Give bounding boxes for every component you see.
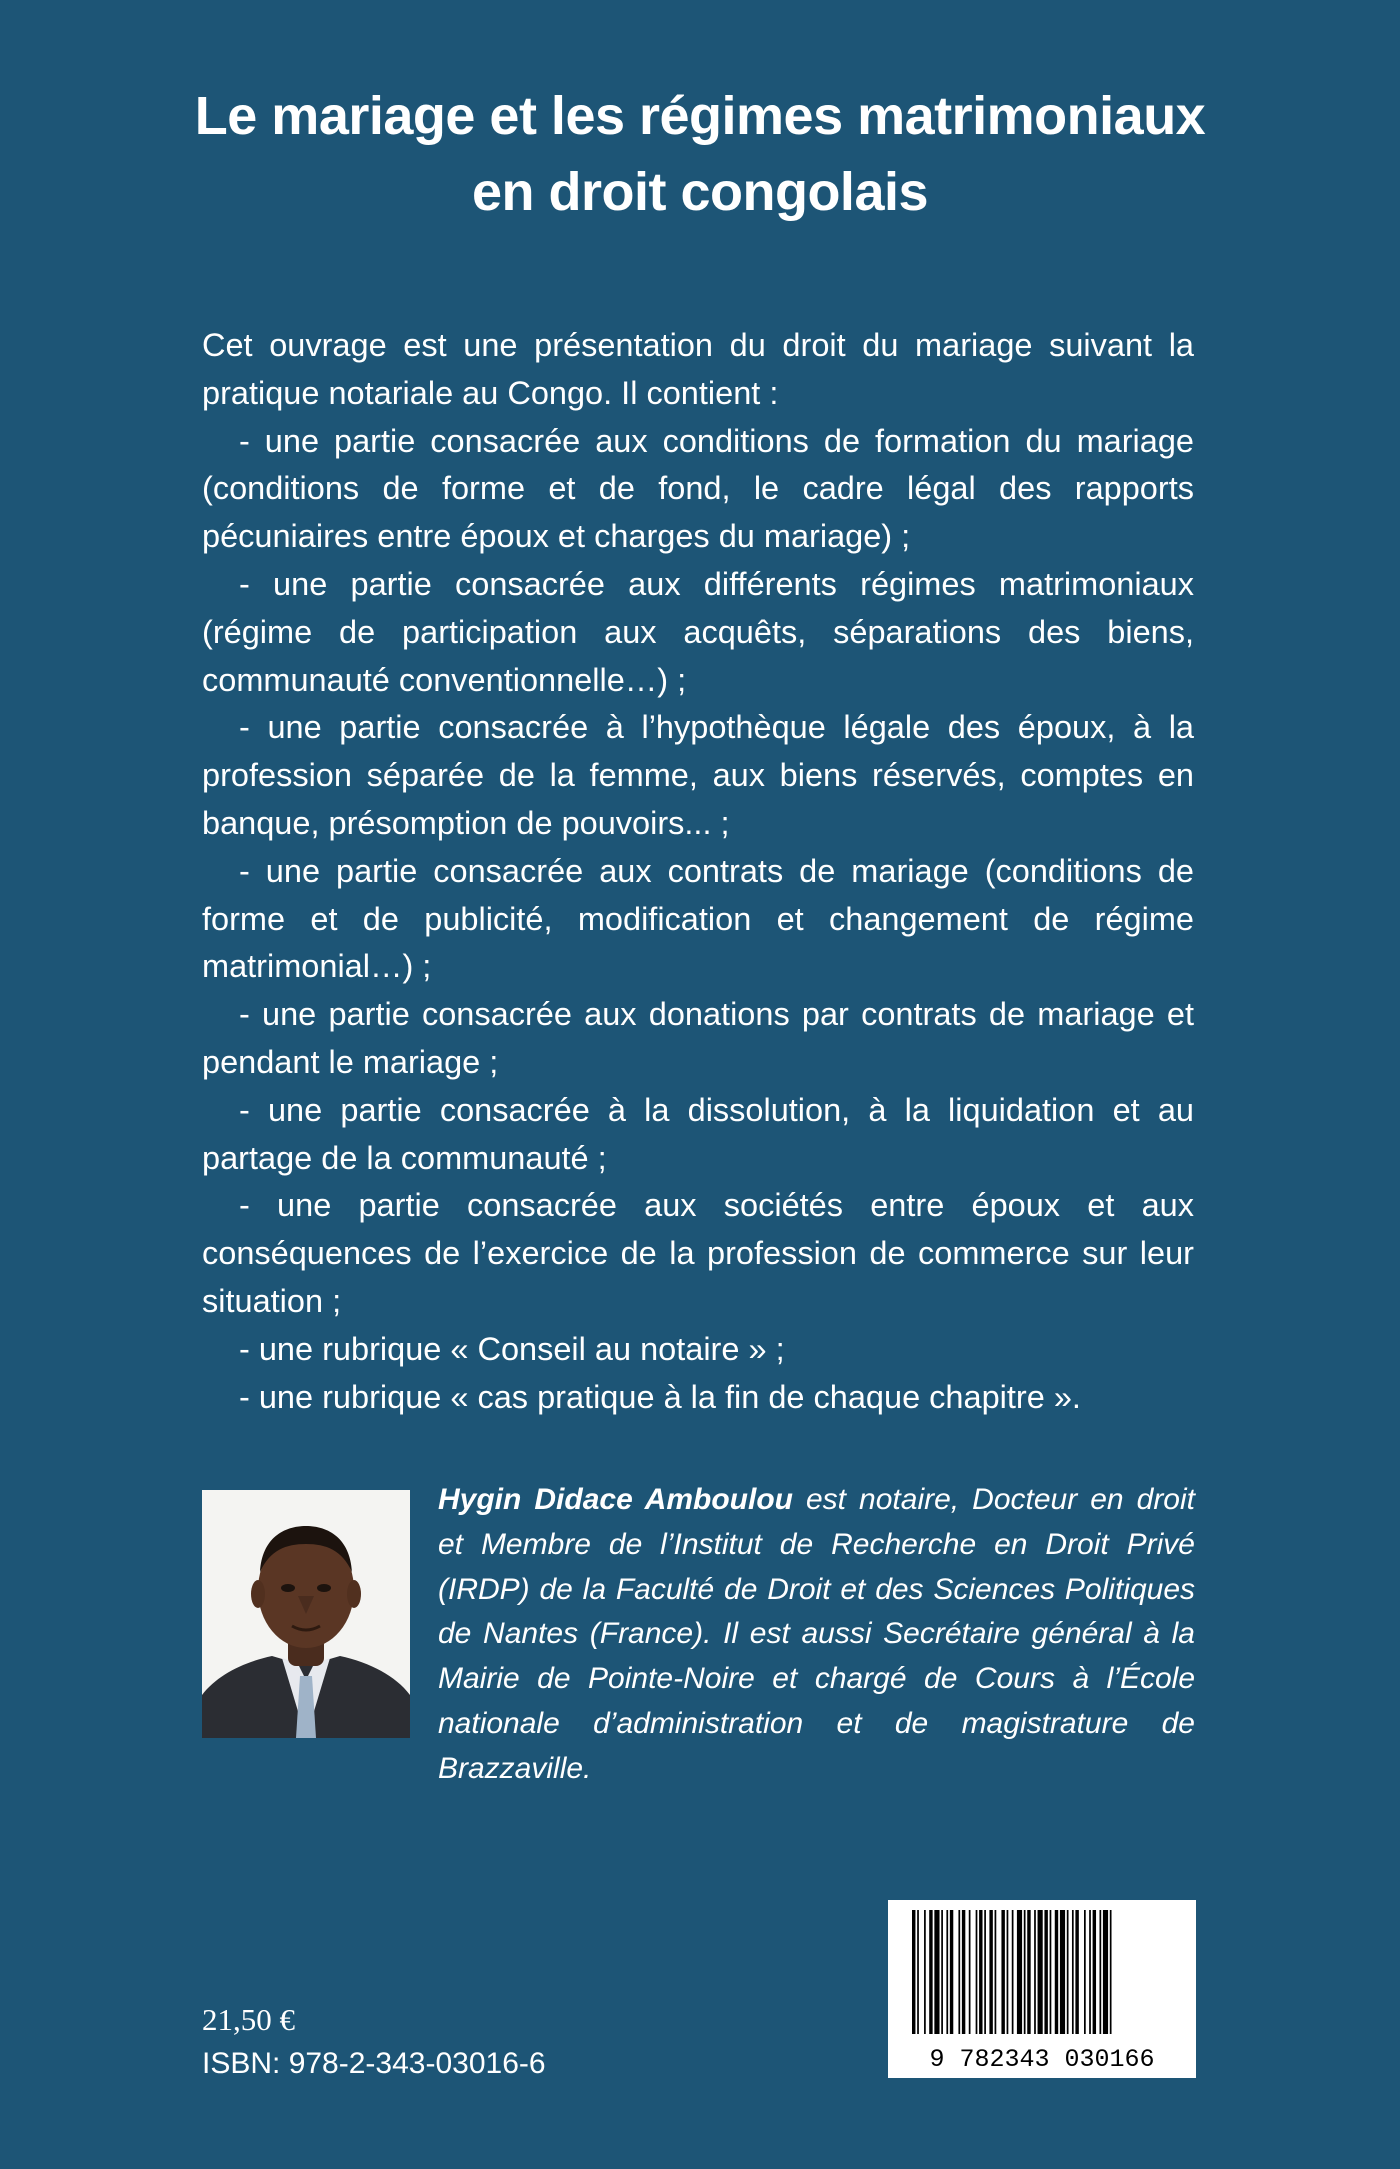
- barcode-bar: [1103, 1910, 1108, 2034]
- barcode-bar: [934, 1910, 939, 2034]
- barcode-bar: [969, 1910, 971, 2034]
- barcode-bar: [1099, 1910, 1101, 2034]
- barcode-bar: [912, 1910, 915, 2034]
- description-item: - une partie consacrée aux donations par contrats de mariage et pendant le mariage ;: [202, 996, 1194, 1080]
- description-item: - une partie consacrée aux contrats de mariage (conditions de forme et de publicité, modification et changement de régime matrimonial…) ;: [202, 852, 1194, 985]
- barcode-bar: [1093, 1910, 1096, 2034]
- author-bio: [438, 1478, 1195, 1792]
- author-photo: [202, 1490, 410, 1738]
- barcode-bar: [958, 1910, 960, 2034]
- barcode-bar: [917, 1910, 919, 2034]
- description-item: - une partie consacrée aux conditions de formation du mariage (conditions de forme et de fond, le cadre légal des rapports pécuniaires entre époux et charges du mariage) ;: [202, 422, 1194, 555]
- barcode-bar: [1089, 1910, 1091, 2034]
- description-item: - une partie consacrée aux sociétés entre époux et aux conséquences de l’exercice de la profession de commerce sur leur situation ;: [202, 1187, 1194, 1319]
- barcode-bar: [1027, 1910, 1030, 2034]
- barcode-bar: [941, 1910, 943, 2034]
- barcode-bar: [1044, 1910, 1047, 2034]
- barcode-digits: 9 782343 030166: [929, 2045, 1155, 2074]
- barcode-bar: [1055, 1910, 1058, 2034]
- book-title-line-1: Le mariage et les régimes matrimoniaux: [194, 86, 1206, 146]
- barcode-bar: [1050, 1910, 1052, 2034]
- barcode-bar: [1017, 1910, 1022, 2034]
- barcode-bar: [1024, 1910, 1026, 2034]
- book-title-line-2: en droit congolais: [471, 162, 929, 222]
- barcode-bar: [1084, 1910, 1086, 2034]
- barcode-bar: [1038, 1910, 1043, 2034]
- barcode-bar: [989, 1910, 992, 2034]
- description-item: - une rubrique « cas pratique à la fin de chaque chapitre ».: [239, 1378, 1081, 1415]
- barcode-bar: [1075, 1910, 1078, 2034]
- description-item: - une rubrique « Conseil au notaire » ;: [239, 1330, 785, 1367]
- barcode-bar: [1060, 1910, 1065, 2034]
- description-item: - une partie consacrée à la dissolution, à la liquidation et au partage de la communauté ;: [202, 1091, 1194, 1176]
- barcode-bar: [1110, 1910, 1112, 2034]
- price: 21,50 €: [202, 2002, 295, 2037]
- barcode-bar: [976, 1910, 978, 2034]
- barcode-bar: [1012, 1910, 1014, 2034]
- barcode-bar: [962, 1910, 965, 2034]
- barcode-bar: [924, 1910, 926, 2034]
- barcode-bar: [995, 1910, 997, 2034]
- barcode-bar: [1001, 1910, 1004, 2034]
- barcode-graphic: [888, 1900, 1196, 2078]
- barcode-bar: [1034, 1910, 1036, 2034]
- description-item: - une partie consacrée à l’hypothèque légale des époux, à la profession séparée de la femme, aux biens réservés, comptes en banque, présomption de pouvoirs... ;: [202, 709, 1194, 841]
- book-description: [202, 322, 1194, 1421]
- barcode-bar: [979, 1910, 982, 2034]
- barcode: [888, 1900, 1196, 2078]
- author-name: Hygin Didace Amboulou: [438, 1483, 793, 1516]
- barcode-bar: [1007, 1910, 1009, 2034]
- barcode-bar: [1072, 1910, 1074, 2034]
- barcode-bar: [946, 1910, 948, 2034]
- description-item: - une partie consacrée aux différents régimes matrimoniaux (régime de participation aux acquêts, séparations des biens, communauté conventionnelle…) ;: [202, 565, 1194, 698]
- isbn: ISBN: 978-2-343-03016-6: [202, 2047, 546, 2080]
- author-bio-text: est notaire, Docteur en droit et Membre de l’Institut de Recherche en Droit Privé (IRDP) de la Faculté de Droit et des Sciences Politiques de Nantes (France). Il est aussi Secrétaire général à la Mairie de Pointe-Noire et chargé de Cours à l’École nationale d’administration et de magistrature de Brazzaville.: [438, 1483, 1195, 1785]
- barcode-bar: [1067, 1910, 1069, 2034]
- barcode-bar: [950, 1910, 953, 2034]
- book-title: [0, 78, 1400, 230]
- description-intro: Cet ouvrage est une présentation du droit du mariage suivant la pratique notariale au Congo. Il contient :: [202, 327, 1194, 411]
- barcode-bar: [929, 1910, 932, 2034]
- barcode-bar: [984, 1910, 986, 2034]
